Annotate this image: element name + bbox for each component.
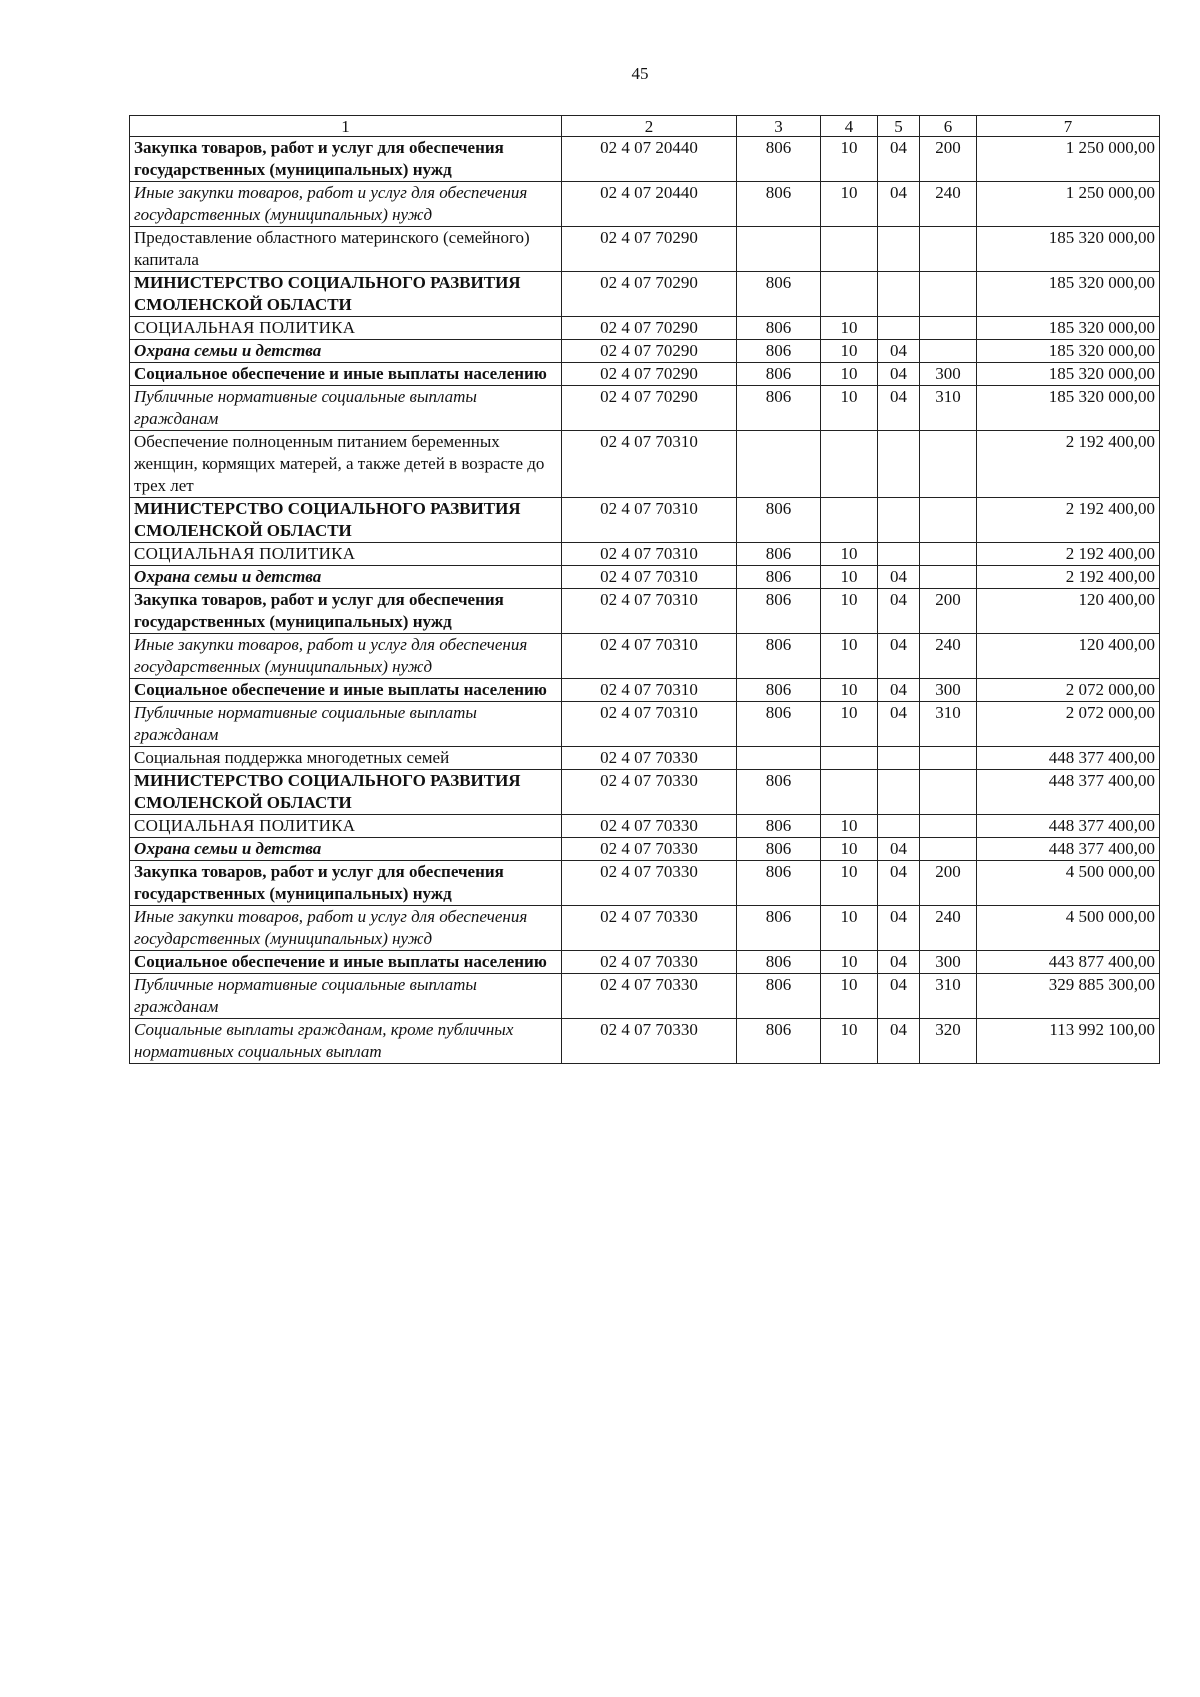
row-sum-cell: 2 192 400,00 xyxy=(977,566,1160,589)
header-cell-ved: 3 xyxy=(737,116,821,137)
row-ved-cell: 806 xyxy=(737,317,821,340)
row-ved-cell xyxy=(737,227,821,272)
row-sum-cell: 448 377 400,00 xyxy=(977,815,1160,838)
row-section-cell: 10 xyxy=(821,182,878,227)
row-name-cell: Публичные нормативные социальные выплаты гражданам xyxy=(130,386,562,431)
table-row xyxy=(130,861,1160,906)
row-name-cell: Обеспечение полноценным питанием беременных женщин, кормящих матерей, а также детей в возрасте до трех лет xyxy=(130,431,562,498)
row-code-cell: 02 4 07 70310 xyxy=(562,566,737,589)
row-expense-type-cell xyxy=(920,498,977,543)
row-subsection-cell xyxy=(878,543,920,566)
row-subsection-cell: 04 xyxy=(878,340,920,363)
row-name-cell: Социальное обеспечение и иные выплаты населению xyxy=(130,951,562,974)
row-sum-cell: 185 320 000,00 xyxy=(977,227,1160,272)
row-section-cell xyxy=(821,272,878,317)
row-section-cell: 10 xyxy=(821,566,878,589)
row-name-cell: Закупка товаров, работ и услуг для обеспечения государственных (муниципальных) нужд xyxy=(130,137,562,182)
row-ved-cell: 806 xyxy=(737,498,821,543)
row-expense-type-cell: 240 xyxy=(920,634,977,679)
row-ved-cell: 806 xyxy=(737,272,821,317)
row-expense-type-cell xyxy=(920,838,977,861)
row-code-cell: 02 4 07 70290 xyxy=(562,227,737,272)
row-code-cell: 02 4 07 70310 xyxy=(562,634,737,679)
table-row xyxy=(130,815,1160,838)
row-section-cell: 10 xyxy=(821,951,878,974)
row-ved-cell: 806 xyxy=(737,815,821,838)
row-subsection-cell: 04 xyxy=(878,1019,920,1064)
row-section-cell: 10 xyxy=(821,906,878,951)
row-code-cell: 02 4 07 70330 xyxy=(562,861,737,906)
row-section-cell: 10 xyxy=(821,815,878,838)
row-expense-type-cell xyxy=(920,340,977,363)
row-expense-type-cell xyxy=(920,747,977,770)
table-row xyxy=(130,1019,1160,1064)
row-subsection-cell: 04 xyxy=(878,974,920,1019)
row-section-cell xyxy=(821,747,878,770)
row-sum-cell: 185 320 000,00 xyxy=(977,363,1160,386)
row-code-cell: 02 4 07 70310 xyxy=(562,431,737,498)
row-section-cell: 10 xyxy=(821,838,878,861)
row-sum-cell: 120 400,00 xyxy=(977,634,1160,679)
row-expense-type-cell xyxy=(920,272,977,317)
row-sum-cell: 2 192 400,00 xyxy=(977,498,1160,543)
row-code-cell: 02 4 07 70330 xyxy=(562,815,737,838)
row-ved-cell: 806 xyxy=(737,906,821,951)
budget-table xyxy=(129,115,1160,1064)
table-row xyxy=(130,634,1160,679)
row-section-cell: 10 xyxy=(821,386,878,431)
row-sum-cell: 113 992 100,00 xyxy=(977,1019,1160,1064)
row-ved-cell: 806 xyxy=(737,543,821,566)
row-ved-cell: 806 xyxy=(737,137,821,182)
row-sum-cell: 448 377 400,00 xyxy=(977,838,1160,861)
row-section-cell xyxy=(821,770,878,815)
row-code-cell: 02 4 07 70330 xyxy=(562,770,737,815)
header-cell-code: 2 xyxy=(562,116,737,137)
row-expense-type-cell xyxy=(920,543,977,566)
row-sum-cell: 1 250 000,00 xyxy=(977,137,1160,182)
row-expense-type-cell: 200 xyxy=(920,137,977,182)
row-code-cell: 02 4 07 70290 xyxy=(562,340,737,363)
row-code-cell: 02 4 07 20440 xyxy=(562,182,737,227)
table-row xyxy=(130,974,1160,1019)
row-subsection-cell: 04 xyxy=(878,634,920,679)
row-ved-cell: 806 xyxy=(737,951,821,974)
row-subsection-cell: 04 xyxy=(878,679,920,702)
row-section-cell: 10 xyxy=(821,363,878,386)
row-name-cell: СОЦИАЛЬНАЯ ПОЛИТИКА xyxy=(130,815,562,838)
row-expense-type-cell: 240 xyxy=(920,182,977,227)
row-name-cell: Публичные нормативные социальные выплаты гражданам xyxy=(130,702,562,747)
row-ved-cell: 806 xyxy=(737,566,821,589)
row-expense-type-cell: 200 xyxy=(920,589,977,634)
row-subsection-cell: 04 xyxy=(878,702,920,747)
row-subsection-cell: 04 xyxy=(878,861,920,906)
row-sum-cell: 2 192 400,00 xyxy=(977,543,1160,566)
row-code-cell: 02 4 07 70290 xyxy=(562,363,737,386)
row-name-cell: Охрана семьи и детства xyxy=(130,340,562,363)
table-row xyxy=(130,566,1160,589)
row-ved-cell: 806 xyxy=(737,861,821,906)
row-section-cell: 10 xyxy=(821,974,878,1019)
row-expense-type-cell xyxy=(920,566,977,589)
table-row xyxy=(130,906,1160,951)
row-expense-type-cell xyxy=(920,815,977,838)
row-code-cell: 02 4 07 70330 xyxy=(562,951,737,974)
header-cell-subsection: 5 xyxy=(878,116,920,137)
header-cell-sum: 7 xyxy=(977,116,1160,137)
row-sum-cell: 2 072 000,00 xyxy=(977,679,1160,702)
table-row xyxy=(130,272,1160,317)
row-code-cell: 02 4 07 70330 xyxy=(562,974,737,1019)
row-sum-cell: 2 072 000,00 xyxy=(977,702,1160,747)
row-subsection-cell xyxy=(878,498,920,543)
row-code-cell: 02 4 07 70310 xyxy=(562,543,737,566)
row-section-cell: 10 xyxy=(821,543,878,566)
row-sum-cell: 185 320 000,00 xyxy=(977,272,1160,317)
row-ved-cell: 806 xyxy=(737,770,821,815)
row-name-cell: Охрана семьи и детства xyxy=(130,838,562,861)
row-sum-cell: 4 500 000,00 xyxy=(977,906,1160,951)
row-section-cell xyxy=(821,498,878,543)
table-row xyxy=(130,227,1160,272)
row-expense-type-cell: 300 xyxy=(920,951,977,974)
row-sum-cell: 443 877 400,00 xyxy=(977,951,1160,974)
table-row xyxy=(130,770,1160,815)
row-ved-cell: 806 xyxy=(737,1019,821,1064)
row-subsection-cell: 04 xyxy=(878,838,920,861)
row-name-cell: МИНИСТЕРСТВО СОЦИАЛЬНОГО РАЗВИТИЯ СМОЛЕНСКОЙ ОБЛАСТИ xyxy=(130,272,562,317)
row-code-cell: 02 4 07 70310 xyxy=(562,679,737,702)
row-ved-cell: 806 xyxy=(737,634,821,679)
row-name-cell: Закупка товаров, работ и услуг для обеспечения государственных (муниципальных) нужд xyxy=(130,861,562,906)
row-code-cell: 02 4 07 70310 xyxy=(562,589,737,634)
row-code-cell: 02 4 07 70330 xyxy=(562,838,737,861)
row-ved-cell: 806 xyxy=(737,363,821,386)
row-name-cell: Закупка товаров, работ и услуг для обеспечения государственных (муниципальных) нужд xyxy=(130,589,562,634)
row-sum-cell: 448 377 400,00 xyxy=(977,747,1160,770)
row-section-cell: 10 xyxy=(821,679,878,702)
row-name-cell: Социальная поддержка многодетных семей xyxy=(130,747,562,770)
table-row xyxy=(130,317,1160,340)
row-sum-cell: 185 320 000,00 xyxy=(977,386,1160,431)
row-section-cell: 10 xyxy=(821,702,878,747)
row-ved-cell: 806 xyxy=(737,702,821,747)
row-subsection-cell xyxy=(878,431,920,498)
row-subsection-cell: 04 xyxy=(878,951,920,974)
row-name-cell: Охрана семьи и детства xyxy=(130,566,562,589)
row-subsection-cell: 04 xyxy=(878,566,920,589)
row-subsection-cell xyxy=(878,747,920,770)
row-code-cell: 02 4 07 20440 xyxy=(562,137,737,182)
table-row xyxy=(130,340,1160,363)
row-sum-cell: 1 250 000,00 xyxy=(977,182,1160,227)
row-code-cell: 02 4 07 70310 xyxy=(562,498,737,543)
row-name-cell: МИНИСТЕРСТВО СОЦИАЛЬНОГО РАЗВИТИЯ СМОЛЕНСКОЙ ОБЛАСТИ xyxy=(130,770,562,815)
table-row xyxy=(130,137,1160,182)
row-name-cell: Социальные выплаты гражданам, кроме публичных нормативных социальных выплат xyxy=(130,1019,562,1064)
row-subsection-cell: 04 xyxy=(878,589,920,634)
row-sum-cell: 448 377 400,00 xyxy=(977,770,1160,815)
table-row xyxy=(130,589,1160,634)
row-name-cell: Иные закупки товаров, работ и услуг для обеспечения государственных (муниципальных) нужд xyxy=(130,182,562,227)
table-row xyxy=(130,838,1160,861)
header-cell-section: 4 xyxy=(821,116,878,137)
row-code-cell: 02 4 07 70330 xyxy=(562,906,737,951)
table-row xyxy=(130,543,1160,566)
row-name-cell: Социальное обеспечение и иные выплаты населению xyxy=(130,679,562,702)
row-ved-cell: 806 xyxy=(737,340,821,363)
row-subsection-cell: 04 xyxy=(878,182,920,227)
table-row xyxy=(130,747,1160,770)
table-row xyxy=(130,431,1160,498)
row-expense-type-cell: 320 xyxy=(920,1019,977,1064)
row-sum-cell: 185 320 000,00 xyxy=(977,317,1160,340)
row-code-cell: 02 4 07 70290 xyxy=(562,317,737,340)
row-code-cell: 02 4 07 70290 xyxy=(562,272,737,317)
row-expense-type-cell: 300 xyxy=(920,363,977,386)
table-row xyxy=(130,951,1160,974)
row-section-cell: 10 xyxy=(821,589,878,634)
row-section-cell: 10 xyxy=(821,317,878,340)
row-sum-cell: 185 320 000,00 xyxy=(977,340,1160,363)
row-name-cell: МИНИСТЕРСТВО СОЦИАЛЬНОГО РАЗВИТИЯ СМОЛЕНСКОЙ ОБЛАСТИ xyxy=(130,498,562,543)
row-ved-cell: 806 xyxy=(737,386,821,431)
row-ved-cell: 806 xyxy=(737,589,821,634)
row-expense-type-cell: 310 xyxy=(920,386,977,431)
header-cell-name: 1 xyxy=(130,116,562,137)
row-subsection-cell xyxy=(878,227,920,272)
row-expense-type-cell: 300 xyxy=(920,679,977,702)
table-header-row xyxy=(130,116,1160,137)
row-code-cell: 02 4 07 70330 xyxy=(562,1019,737,1064)
row-ved-cell: 806 xyxy=(737,838,821,861)
row-subsection-cell: 04 xyxy=(878,137,920,182)
row-name-cell: Иные закупки товаров, работ и услуг для обеспечения государственных (муниципальных) нужд xyxy=(130,906,562,951)
row-sum-cell: 329 885 300,00 xyxy=(977,974,1160,1019)
row-subsection-cell xyxy=(878,770,920,815)
table-row xyxy=(130,363,1160,386)
row-expense-type-cell: 310 xyxy=(920,702,977,747)
row-expense-type-cell: 200 xyxy=(920,861,977,906)
row-sum-cell: 4 500 000,00 xyxy=(977,861,1160,906)
header-cell-expense-type: 6 xyxy=(920,116,977,137)
row-subsection-cell xyxy=(878,815,920,838)
row-section-cell xyxy=(821,431,878,498)
row-section-cell: 10 xyxy=(821,137,878,182)
table-row xyxy=(130,386,1160,431)
row-expense-type-cell xyxy=(920,227,977,272)
row-subsection-cell: 04 xyxy=(878,906,920,951)
row-expense-type-cell xyxy=(920,770,977,815)
row-sum-cell: 2 192 400,00 xyxy=(977,431,1160,498)
row-name-cell: Публичные нормативные социальные выплаты гражданам xyxy=(130,974,562,1019)
row-expense-type-cell xyxy=(920,317,977,340)
row-section-cell: 10 xyxy=(821,861,878,906)
row-name-cell: Социальное обеспечение и иные выплаты населению xyxy=(130,363,562,386)
row-ved-cell xyxy=(737,747,821,770)
row-expense-type-cell xyxy=(920,431,977,498)
row-section-cell: 10 xyxy=(821,634,878,679)
row-subsection-cell xyxy=(878,317,920,340)
page-number: 45 xyxy=(631,64,649,83)
row-code-cell: 02 4 07 70310 xyxy=(562,702,737,747)
row-sum-cell: 120 400,00 xyxy=(977,589,1160,634)
table-row xyxy=(130,498,1160,543)
row-ved-cell xyxy=(737,431,821,498)
row-expense-type-cell: 310 xyxy=(920,974,977,1019)
row-subsection-cell xyxy=(878,272,920,317)
row-expense-type-cell: 240 xyxy=(920,906,977,951)
row-section-cell: 10 xyxy=(821,340,878,363)
row-ved-cell: 806 xyxy=(737,679,821,702)
row-code-cell: 02 4 07 70330 xyxy=(562,747,737,770)
row-section-cell: 10 xyxy=(821,1019,878,1064)
row-code-cell: 02 4 07 70290 xyxy=(562,386,737,431)
table-row xyxy=(130,679,1160,702)
row-name-cell: Предоставление областного материнского (семейного) капитала xyxy=(130,227,562,272)
row-ved-cell: 806 xyxy=(737,182,821,227)
table-row xyxy=(130,702,1160,747)
table-row xyxy=(130,182,1160,227)
row-name-cell: Иные закупки товаров, работ и услуг для обеспечения государственных (муниципальных) нужд xyxy=(130,634,562,679)
row-section-cell xyxy=(821,227,878,272)
row-ved-cell: 806 xyxy=(737,974,821,1019)
row-subsection-cell: 04 xyxy=(878,363,920,386)
row-name-cell: СОЦИАЛЬНАЯ ПОЛИТИКА xyxy=(130,543,562,566)
row-name-cell: СОЦИАЛЬНАЯ ПОЛИТИКА xyxy=(130,317,562,340)
row-subsection-cell: 04 xyxy=(878,386,920,431)
